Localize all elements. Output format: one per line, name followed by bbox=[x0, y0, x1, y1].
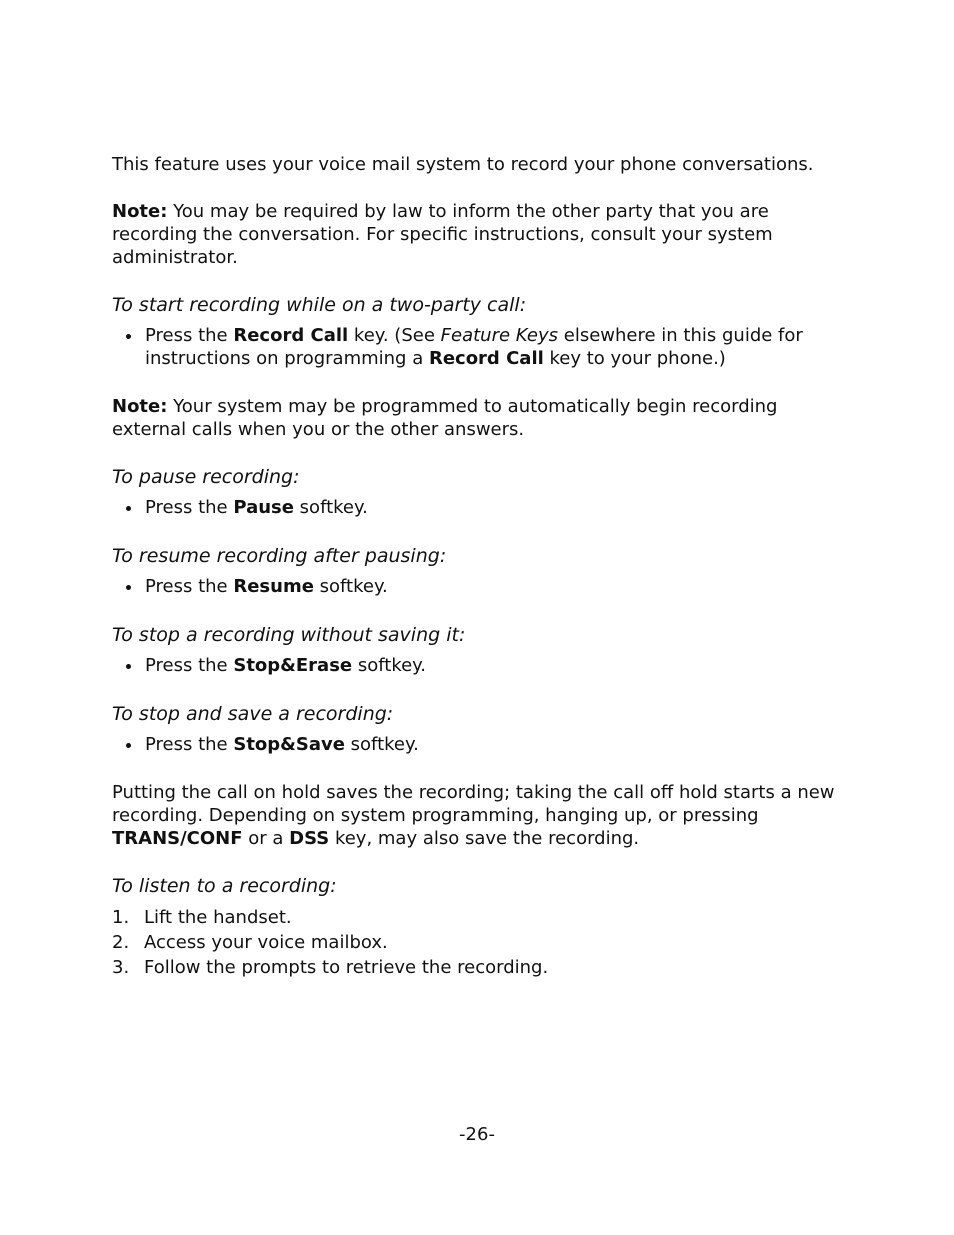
dss-key: DSS bbox=[289, 828, 330, 849]
step-text: Follow the prompts to retrieve the recording. bbox=[144, 957, 549, 978]
bullet-icon bbox=[126, 334, 131, 339]
bullet-icon bbox=[126, 743, 131, 748]
heading-pause: To pause recording: bbox=[112, 466, 300, 488]
list-item: Press the Resume softkey. bbox=[112, 575, 847, 598]
listen-steps bbox=[112, 905, 847, 980]
stop-save-softkey: Stop&Save bbox=[233, 734, 345, 755]
step-text: Access your voice mailbox. bbox=[144, 932, 388, 953]
list-item: Press the Stop&Erase softkey. bbox=[112, 654, 847, 677]
stop-save-list bbox=[112, 733, 847, 756]
heading-start-recording: To start recording while on a two-party call: bbox=[112, 294, 527, 316]
note-label: Note: bbox=[112, 396, 168, 417]
list-item bbox=[112, 930, 847, 955]
heading-resume: To resume recording after pausing: bbox=[112, 545, 447, 567]
step-text: Lift the handset. bbox=[144, 907, 292, 928]
stop-erase-softkey: Stop&Erase bbox=[233, 655, 353, 676]
page-number: -26- bbox=[459, 1124, 495, 1145]
note-text: Your system may be programmed to automatically begin recording external calls when you or the other answers. bbox=[112, 396, 778, 440]
note-label: Note: bbox=[112, 201, 168, 222]
pause-softkey: Pause bbox=[233, 497, 294, 518]
list-item bbox=[112, 955, 847, 980]
hold-paragraph: Putting the call on hold saves the recording; taking the call off hold starts a new recording. Depending on system programming, hanging up, or pressing TRANS/CONF or a DSS key, may also save the recording. bbox=[112, 782, 835, 849]
start-recording-list bbox=[112, 324, 847, 370]
step-number: 1. bbox=[112, 907, 130, 928]
document-body bbox=[112, 153, 847, 980]
heading-stop-save: To stop and save a recording: bbox=[112, 703, 394, 725]
record-call-key: Record Call bbox=[233, 325, 349, 346]
bullet-icon bbox=[126, 664, 131, 669]
trans-conf-key: TRANS/CONF bbox=[112, 828, 243, 849]
heading-stop-erase: To stop a recording without saving it: bbox=[112, 624, 466, 646]
list-item: Press the Stop&Save softkey. bbox=[112, 733, 847, 756]
note-legal bbox=[112, 200, 847, 269]
heading-listen: To listen to a recording: bbox=[112, 875, 337, 897]
list-item: Press the Pause softkey. bbox=[112, 496, 847, 519]
resume-softkey: Resume bbox=[233, 576, 314, 597]
resume-list bbox=[112, 575, 847, 598]
step-number: 2. bbox=[112, 932, 130, 953]
note-auto-record bbox=[112, 395, 847, 441]
stop-erase-list bbox=[112, 654, 847, 677]
bullet-icon bbox=[126, 506, 131, 511]
list-item bbox=[112, 905, 847, 930]
step-number: 3. bbox=[112, 957, 130, 978]
record-call-key: Record Call bbox=[428, 348, 544, 369]
note-text: You may be required by law to inform the other party that you are recording the conversation. For specific instructions, consult your system administrator. bbox=[112, 201, 773, 268]
list-item: Press the Record Call key. (See Feature Keys elsewhere in this guide for instructions on programming a Record Call key to your phone.) bbox=[112, 324, 847, 370]
intro-paragraph: This feature uses your voice mail system to record your phone conversations. bbox=[112, 154, 814, 175]
bullet-icon bbox=[126, 585, 131, 590]
pause-list bbox=[112, 496, 847, 519]
feature-keys-reference: Feature Keys bbox=[440, 325, 559, 346]
